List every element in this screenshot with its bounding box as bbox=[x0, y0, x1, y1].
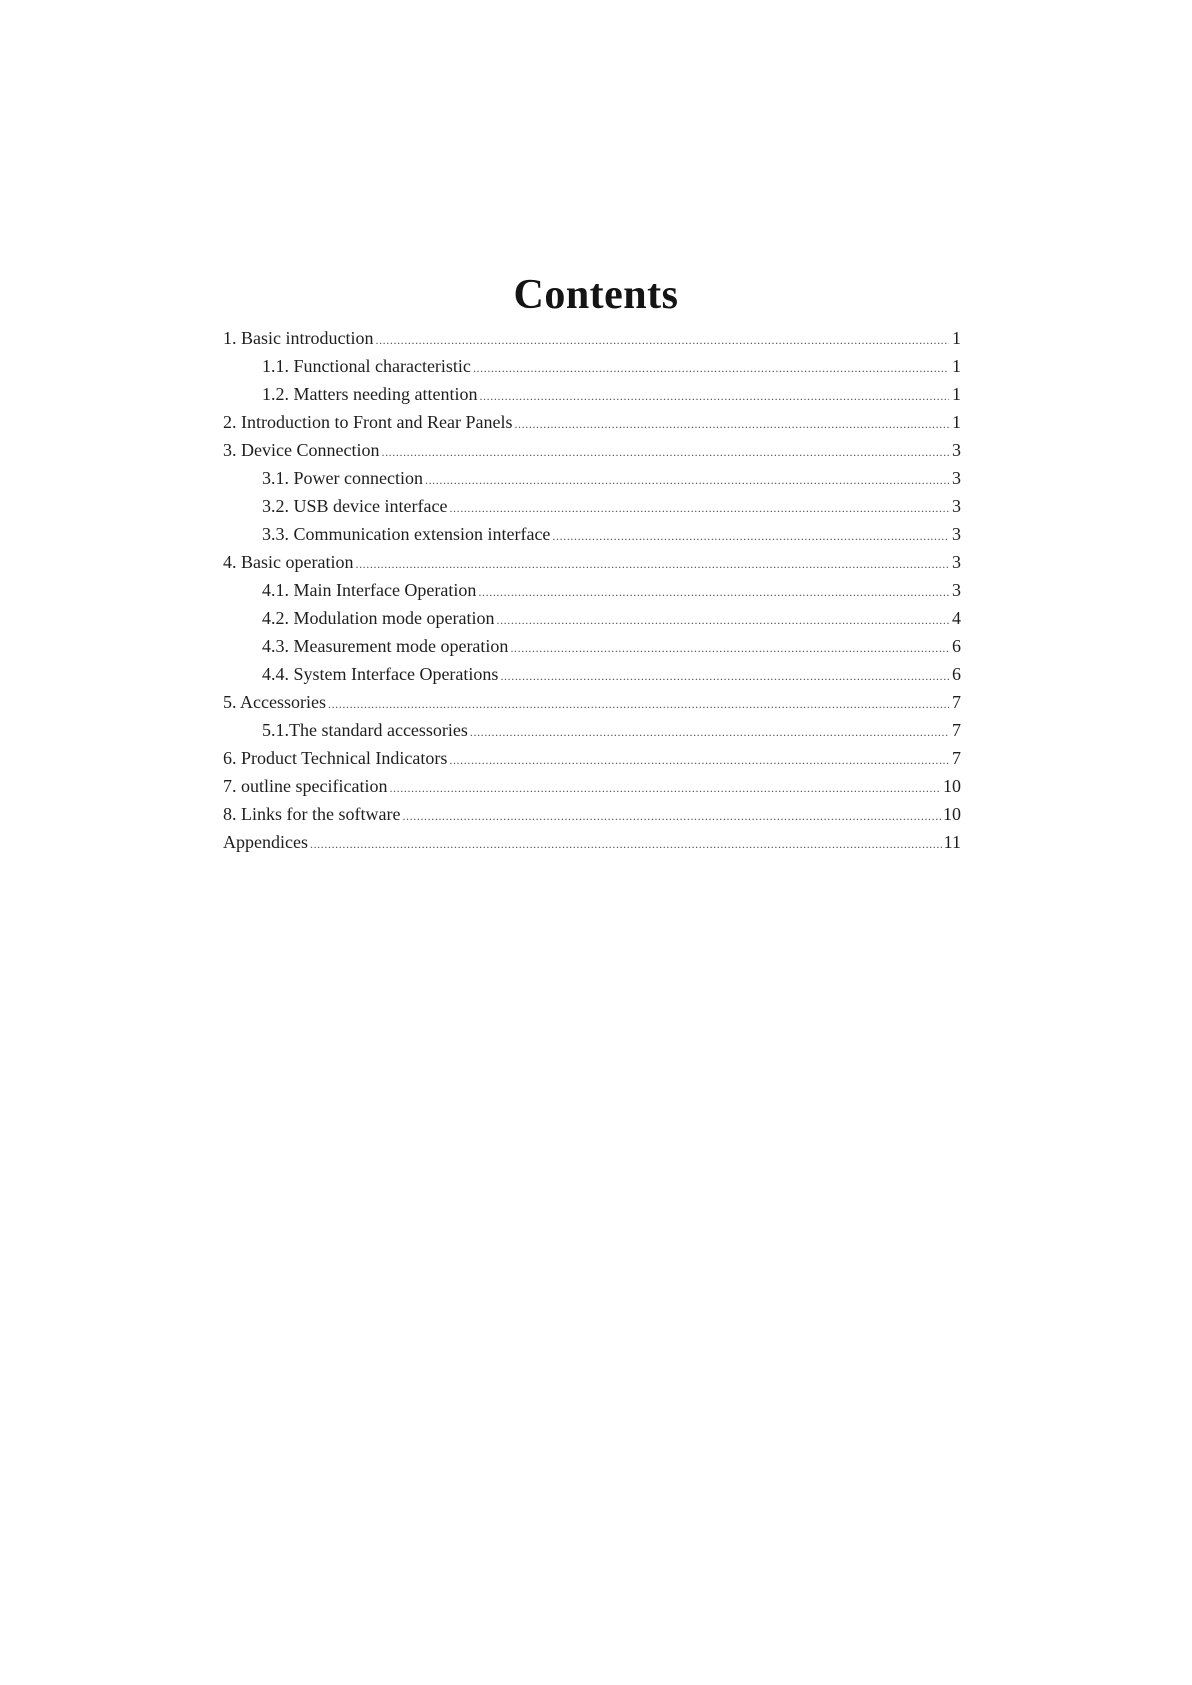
toc-dot-leader bbox=[479, 382, 949, 410]
toc-entry-page-number: 7 bbox=[952, 748, 961, 768]
toc-dot-leader bbox=[389, 774, 941, 802]
toc-entry-page-number: 3 bbox=[952, 524, 961, 544]
toc-entry-label: 4. Basic operation bbox=[223, 552, 354, 572]
toc-entry[interactable] bbox=[223, 380, 961, 408]
toc-entry[interactable] bbox=[223, 464, 961, 492]
toc-entry-page-number: 3 bbox=[952, 440, 961, 460]
toc-dot-leader bbox=[328, 690, 949, 718]
toc-entry-page-number: 4 bbox=[952, 608, 961, 628]
toc-entry[interactable] bbox=[223, 828, 961, 856]
toc-entry-label: 4.4. System Interface Operations bbox=[262, 664, 499, 684]
toc-entry-label: 7. outline specification bbox=[223, 776, 388, 796]
toc-entry[interactable] bbox=[223, 548, 961, 576]
toc-entry-page-number: 6 bbox=[952, 636, 961, 656]
toc-entry-label: 2. Introduction to Front and Rear Panels bbox=[223, 412, 513, 432]
toc-entry-label: 3.1. Power connection bbox=[262, 468, 423, 488]
toc-entry[interactable] bbox=[223, 492, 961, 520]
toc-dot-leader bbox=[552, 522, 949, 550]
toc-entry-page-number: 3 bbox=[952, 552, 961, 572]
toc-entry[interactable] bbox=[223, 772, 961, 800]
toc-entry[interactable] bbox=[223, 324, 961, 352]
toc-entry[interactable] bbox=[223, 408, 961, 436]
toc-entry-page-number: 1 bbox=[952, 356, 961, 376]
toc-entry-page-number: 6 bbox=[952, 664, 961, 684]
toc-entry-page-number: 7 bbox=[952, 720, 961, 740]
toc-entry-label: 4.3. Measurement mode operation bbox=[262, 636, 509, 656]
toc-dot-leader bbox=[449, 494, 949, 522]
toc-entry-label: Appendices bbox=[223, 832, 308, 852]
toc-entry-page-number: 10 bbox=[943, 804, 961, 824]
toc-entry-label: 3.3. Communication extension interface bbox=[262, 524, 551, 544]
toc-entry-page-number: 1 bbox=[952, 328, 961, 348]
toc-entry[interactable] bbox=[223, 660, 961, 688]
toc-entry[interactable] bbox=[223, 576, 961, 604]
toc-entry-page-number: 10 bbox=[943, 776, 961, 796]
toc-entry-label: 6. Product Technical Indicators bbox=[223, 748, 448, 768]
toc-entry-label: 5. Accessories bbox=[223, 692, 326, 712]
toc-entry-page-number: 1 bbox=[952, 384, 961, 404]
toc-entry[interactable] bbox=[223, 800, 961, 828]
toc-entry-label: 4.1. Main Interface Operation bbox=[262, 580, 477, 600]
toc-dot-leader bbox=[355, 550, 949, 578]
toc-entry-page-number: 1 bbox=[952, 412, 961, 432]
toc-entry-page-number: 3 bbox=[952, 468, 961, 488]
toc-entry[interactable] bbox=[223, 352, 961, 380]
toc-entry-page-number: 11 bbox=[943, 832, 961, 852]
toc-dot-leader bbox=[496, 606, 949, 634]
toc-entry[interactable] bbox=[223, 744, 961, 772]
toc-entry[interactable] bbox=[223, 716, 961, 744]
toc-dot-leader bbox=[478, 578, 949, 606]
toc-entry-label: 1.2. Matters needing attention bbox=[262, 384, 478, 404]
toc-entry[interactable] bbox=[223, 604, 961, 632]
toc-dot-leader bbox=[470, 718, 949, 746]
toc-dot-leader bbox=[375, 326, 949, 354]
toc-dot-leader bbox=[449, 746, 949, 774]
toc-dot-leader bbox=[425, 466, 949, 494]
toc-entry-page-number: 7 bbox=[952, 692, 961, 712]
toc-dot-leader bbox=[381, 438, 949, 466]
toc-dot-leader bbox=[500, 662, 949, 690]
toc-entry-label: 1.1. Functional characteristic bbox=[262, 356, 471, 376]
toc-entry[interactable] bbox=[223, 520, 961, 548]
toc-entry-label: 3.2. USB device interface bbox=[262, 496, 448, 516]
toc-entry[interactable] bbox=[223, 688, 961, 716]
toc-entry[interactable] bbox=[223, 436, 961, 464]
toc-dot-leader bbox=[310, 830, 942, 858]
toc-entry-label: 1. Basic introduction bbox=[223, 328, 374, 348]
toc-entry[interactable] bbox=[223, 632, 961, 660]
toc-entry-page-number: 3 bbox=[952, 496, 961, 516]
toc-dot-leader bbox=[402, 802, 941, 830]
toc-entry-page-number: 3 bbox=[952, 580, 961, 600]
toc-entry-label: 8. Links for the software bbox=[223, 804, 401, 824]
toc-dot-leader bbox=[510, 634, 949, 662]
toc-entry-label: 3. Device Connection bbox=[223, 440, 380, 460]
toc-entry-label: 4.2. Modulation mode operation bbox=[262, 608, 495, 628]
toc-entry-label: 5.1.The standard accessories bbox=[262, 720, 468, 740]
toc-dot-leader bbox=[473, 354, 949, 382]
toc-title: Contents bbox=[513, 272, 679, 318]
toc-list bbox=[223, 324, 961, 856]
toc-dot-leader bbox=[514, 410, 949, 438]
